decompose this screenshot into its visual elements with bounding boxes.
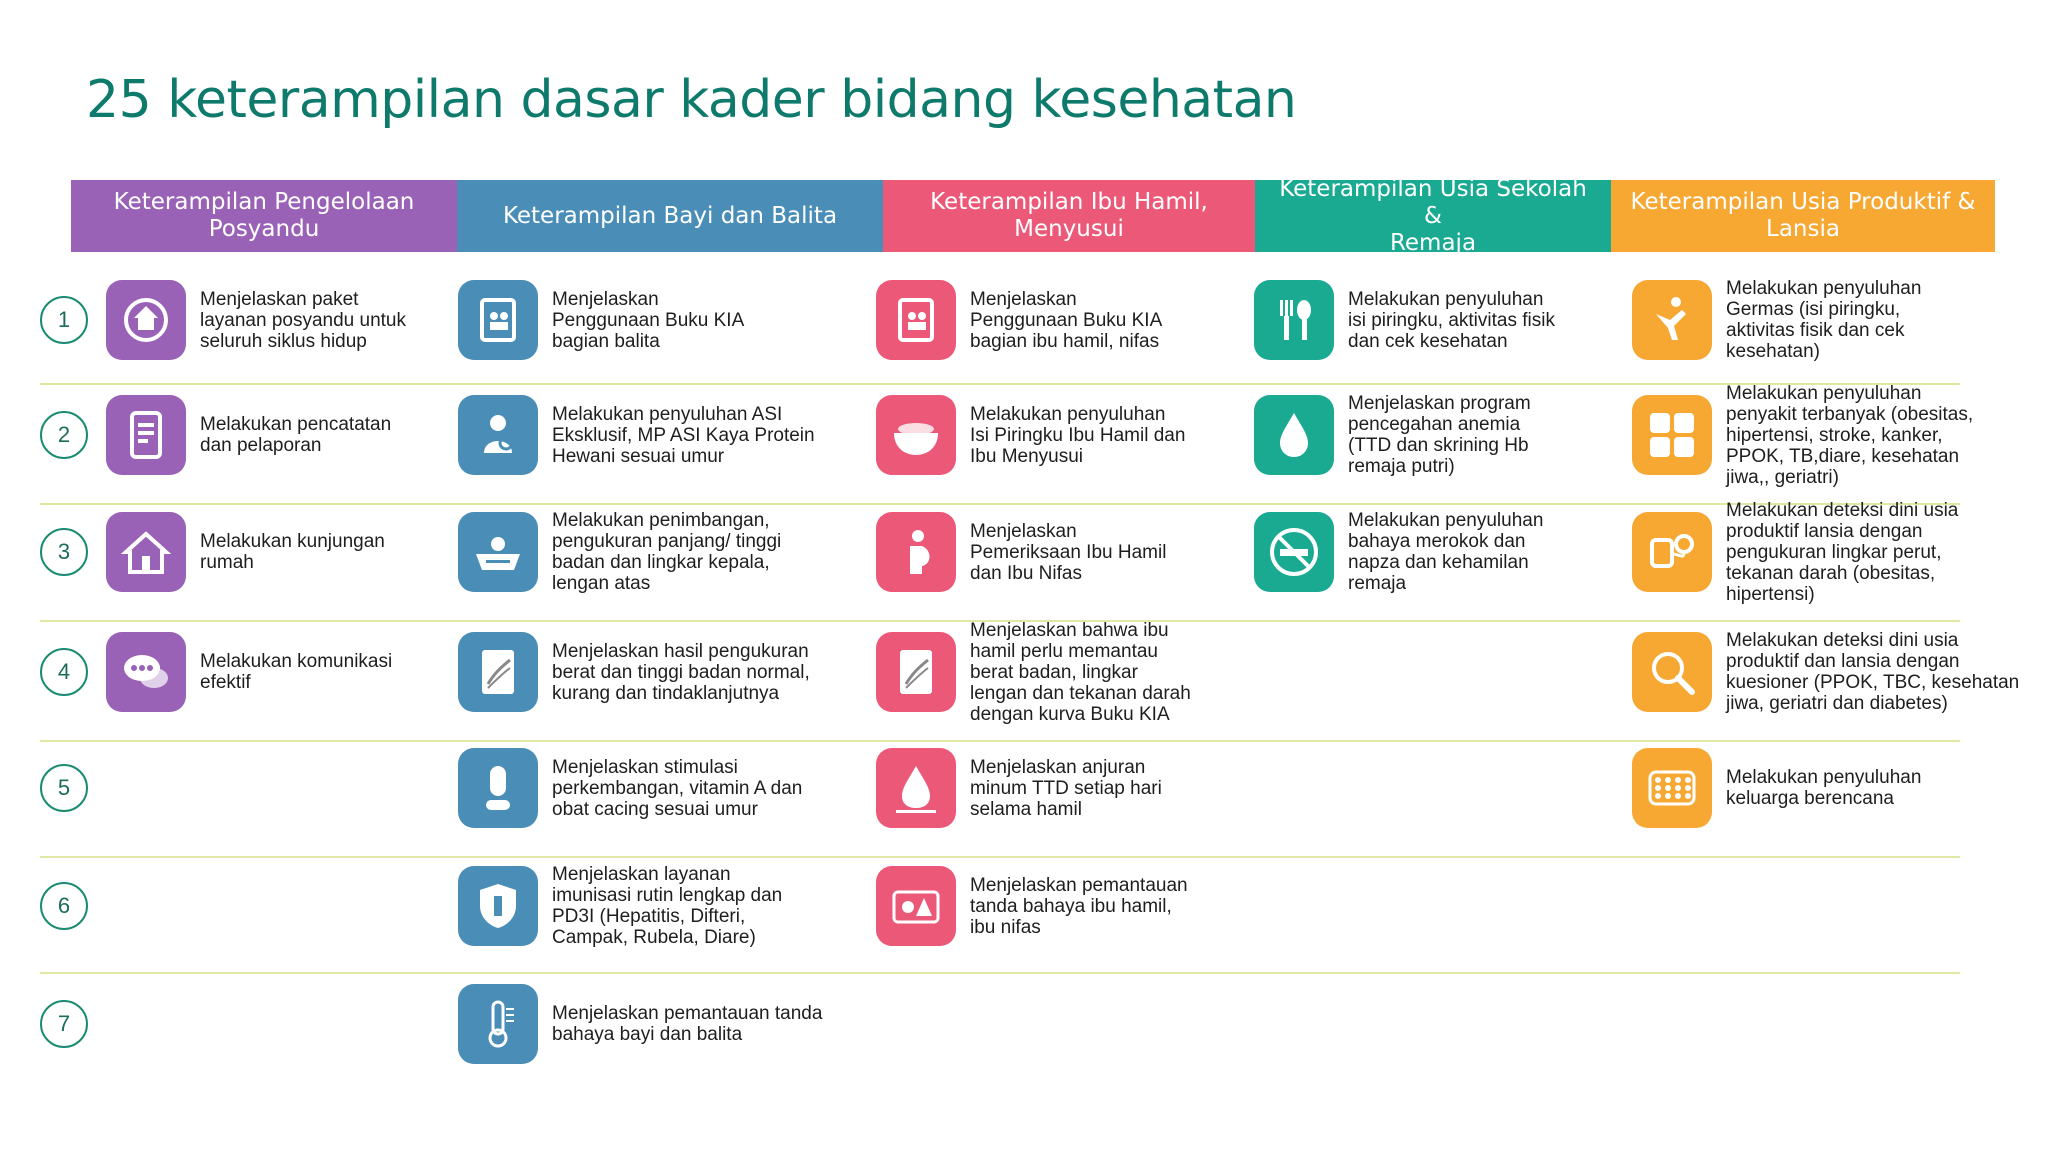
row-number: 6 (40, 882, 88, 930)
row-number: 1 (40, 296, 88, 344)
skill-text: Melakukan pencatatan dan pelaporan (200, 414, 392, 456)
skill-text: Melakukan deteksi dini usia produktif lansia dengan pengukuran lingkar perut, tekanan darah (obesitas, hipertensi) (1726, 499, 1959, 605)
skill-item (876, 265, 1162, 375)
header-ibu-hamil: Keterampilan Ibu Hamil, Menyusui (883, 180, 1255, 252)
row-number: 5 (40, 764, 88, 812)
skill-item (876, 733, 1162, 843)
row-separator (40, 972, 1960, 974)
skill-item (1632, 265, 1921, 375)
skill-text: Menjelaskan paket layanan posyandu untuk seluruh siklus hidup (200, 288, 406, 352)
growth-chart-icon (458, 632, 538, 712)
header-usia-sekolah: Keterampilan Usia Sekolah & Remaja (1255, 180, 1611, 252)
thermometer-icon (458, 984, 538, 1064)
kia-book-icon (458, 280, 538, 360)
page-title: 25 keterampilan dasar kader bidang kesehatan (86, 70, 1297, 130)
chat-bubbles-icon (106, 632, 186, 712)
row-number: 2 (40, 411, 88, 459)
column-header-row (71, 175, 1995, 256)
house-visit-icon (106, 512, 186, 592)
skill-item (106, 380, 391, 490)
skill-item (1632, 380, 1973, 490)
growth-chart-icon (876, 632, 956, 712)
pregnant-checkup-icon (876, 512, 956, 592)
vitamin-capsule-icon (458, 748, 538, 828)
skill-text: Menjelaskan pemantauan tanda bahaya bayi dan balita (552, 1003, 823, 1045)
posyandu-cycle-icon (106, 280, 186, 360)
skill-text: Melakukan penyuluhan isi piringku, aktivitas fisik dan cek kesehatan (1348, 288, 1555, 352)
row-number: 4 (40, 648, 88, 696)
skill-item (458, 617, 810, 727)
blood-pressure-icon (1632, 512, 1712, 592)
skill-text: Menjelaskan Penggunaan Buku KIA bagian balita (552, 288, 745, 352)
skill-item (876, 851, 1188, 961)
skill-text: Menjelaskan hasil pengukuran berat dan tinggi badan normal, kurang dan tindaklanjutnya (552, 640, 810, 704)
header-bayi-balita: Keterampilan Bayi dan Balita (457, 180, 883, 252)
skill-text: Menjelaskan Pemeriksaan Ibu Hamil dan Ibu Nifas (970, 520, 1167, 584)
skill-item (1632, 617, 2019, 727)
skill-text: Menjelaskan pemantauan tanda bahaya ibu hamil, ibu nifas (970, 874, 1188, 938)
skill-text: Menjelaskan layanan imunisasi rutin lengkap dan PD3I (Hepatitis, Difteri, Campak, Rubela, Diare) (552, 864, 783, 948)
skill-text: Melakukan penyuluhan Germas (isi piringku, aktivitas fisik dan cek kesehatan) (1726, 278, 1922, 362)
skill-text: Melakukan penyuluhan keluarga berencana (1726, 767, 1922, 809)
skill-item (876, 617, 1191, 727)
skill-item (1632, 497, 1958, 607)
tablet-report-icon (106, 395, 186, 475)
skill-item (1254, 380, 1531, 490)
skill-text: Menjelaskan anjuran minum TTD setiap hari selama hamil (970, 756, 1162, 820)
skill-text: Melakukan penimbangan, pengukuran panjang/ tinggi badan dan lingkar kepala, lengan atas (552, 510, 782, 594)
activity-person-icon (1632, 280, 1712, 360)
kia-book-icon (876, 280, 956, 360)
skill-item (876, 497, 1166, 607)
fork-spoon-icon (1254, 280, 1334, 360)
skill-text: Melakukan penyuluhan Isi Piringku Ibu Hamil dan Ibu Menyusui (970, 403, 1186, 467)
skill-item (458, 851, 782, 961)
skill-item (458, 265, 744, 375)
skill-text: Melakukan penyuluhan bahaya merokok dan napza dan kehamilan remaja (1348, 510, 1544, 594)
skill-text: Melakukan komunikasi efektif (200, 651, 393, 693)
immunization-shield-icon (458, 866, 538, 946)
skill-item (106, 497, 385, 607)
skill-text: Melakukan penyuluhan ASI Eksklusif, MP ASI Kaya Protein Hewani sesuai umur (552, 403, 815, 467)
skill-text: Melakukan kunjungan rumah (200, 531, 385, 573)
skill-item (876, 380, 1185, 490)
row-number: 3 (40, 528, 88, 576)
food-bowl-icon (876, 395, 956, 475)
skill-item (458, 969, 822, 1079)
skill-text: Menjelaskan stimulasi perkembangan, vitamin A dan obat cacing sesuai umur (552, 756, 803, 820)
no-smoking-icon (1254, 512, 1334, 592)
pill-pack-icon (1632, 748, 1712, 828)
skill-text: Melakukan deteksi dini usia produktif dan lansia dengan kuesioner (PPOK, TBC, kesehatan jiwa, geriatri dan diabetes) (1726, 630, 2020, 714)
skill-text: Melakukan penyuluhan penyakit terbanyak (obesitas, hipertensi, stroke, kanker, PPOK, TB,diare, kesehatan jiwa,, geriatri) (1726, 382, 1974, 488)
skill-item (1632, 733, 1921, 843)
skill-item (1254, 497, 1543, 607)
header-posyandu: Keterampilan Pengelolaan Posyandu (71, 180, 457, 252)
row-number: 7 (40, 1000, 88, 1048)
baby-scale-icon (458, 512, 538, 592)
magnifier-icon (1632, 632, 1712, 712)
water-drop-icon (1254, 395, 1334, 475)
blood-drop-icon (876, 748, 956, 828)
skill-text: Menjelaskan program pencegahan anemia (TTD dan skrining Hb remaja putri) (1348, 393, 1531, 477)
skill-item (1254, 265, 1555, 375)
skill-item (458, 497, 781, 607)
skill-item (458, 733, 802, 843)
header-usia-produktif: Keterampilan Usia Produktif & Lansia (1611, 180, 1995, 252)
skill-item (106, 617, 392, 727)
skill-text: Menjelaskan bahwa ibu hamil perlu memantau berat badan, lingkar lengan dan tekanan darah dengan kurva Buku KIA (970, 619, 1191, 725)
skill-item (458, 380, 815, 490)
skill-text: Menjelaskan Penggunaan Buku KIA bagian ibu hamil, nifas (970, 288, 1163, 352)
skill-item (106, 265, 406, 375)
disease-grid-icon (1632, 395, 1712, 475)
danger-sign-icon (876, 866, 956, 946)
breastfeeding-icon (458, 395, 538, 475)
